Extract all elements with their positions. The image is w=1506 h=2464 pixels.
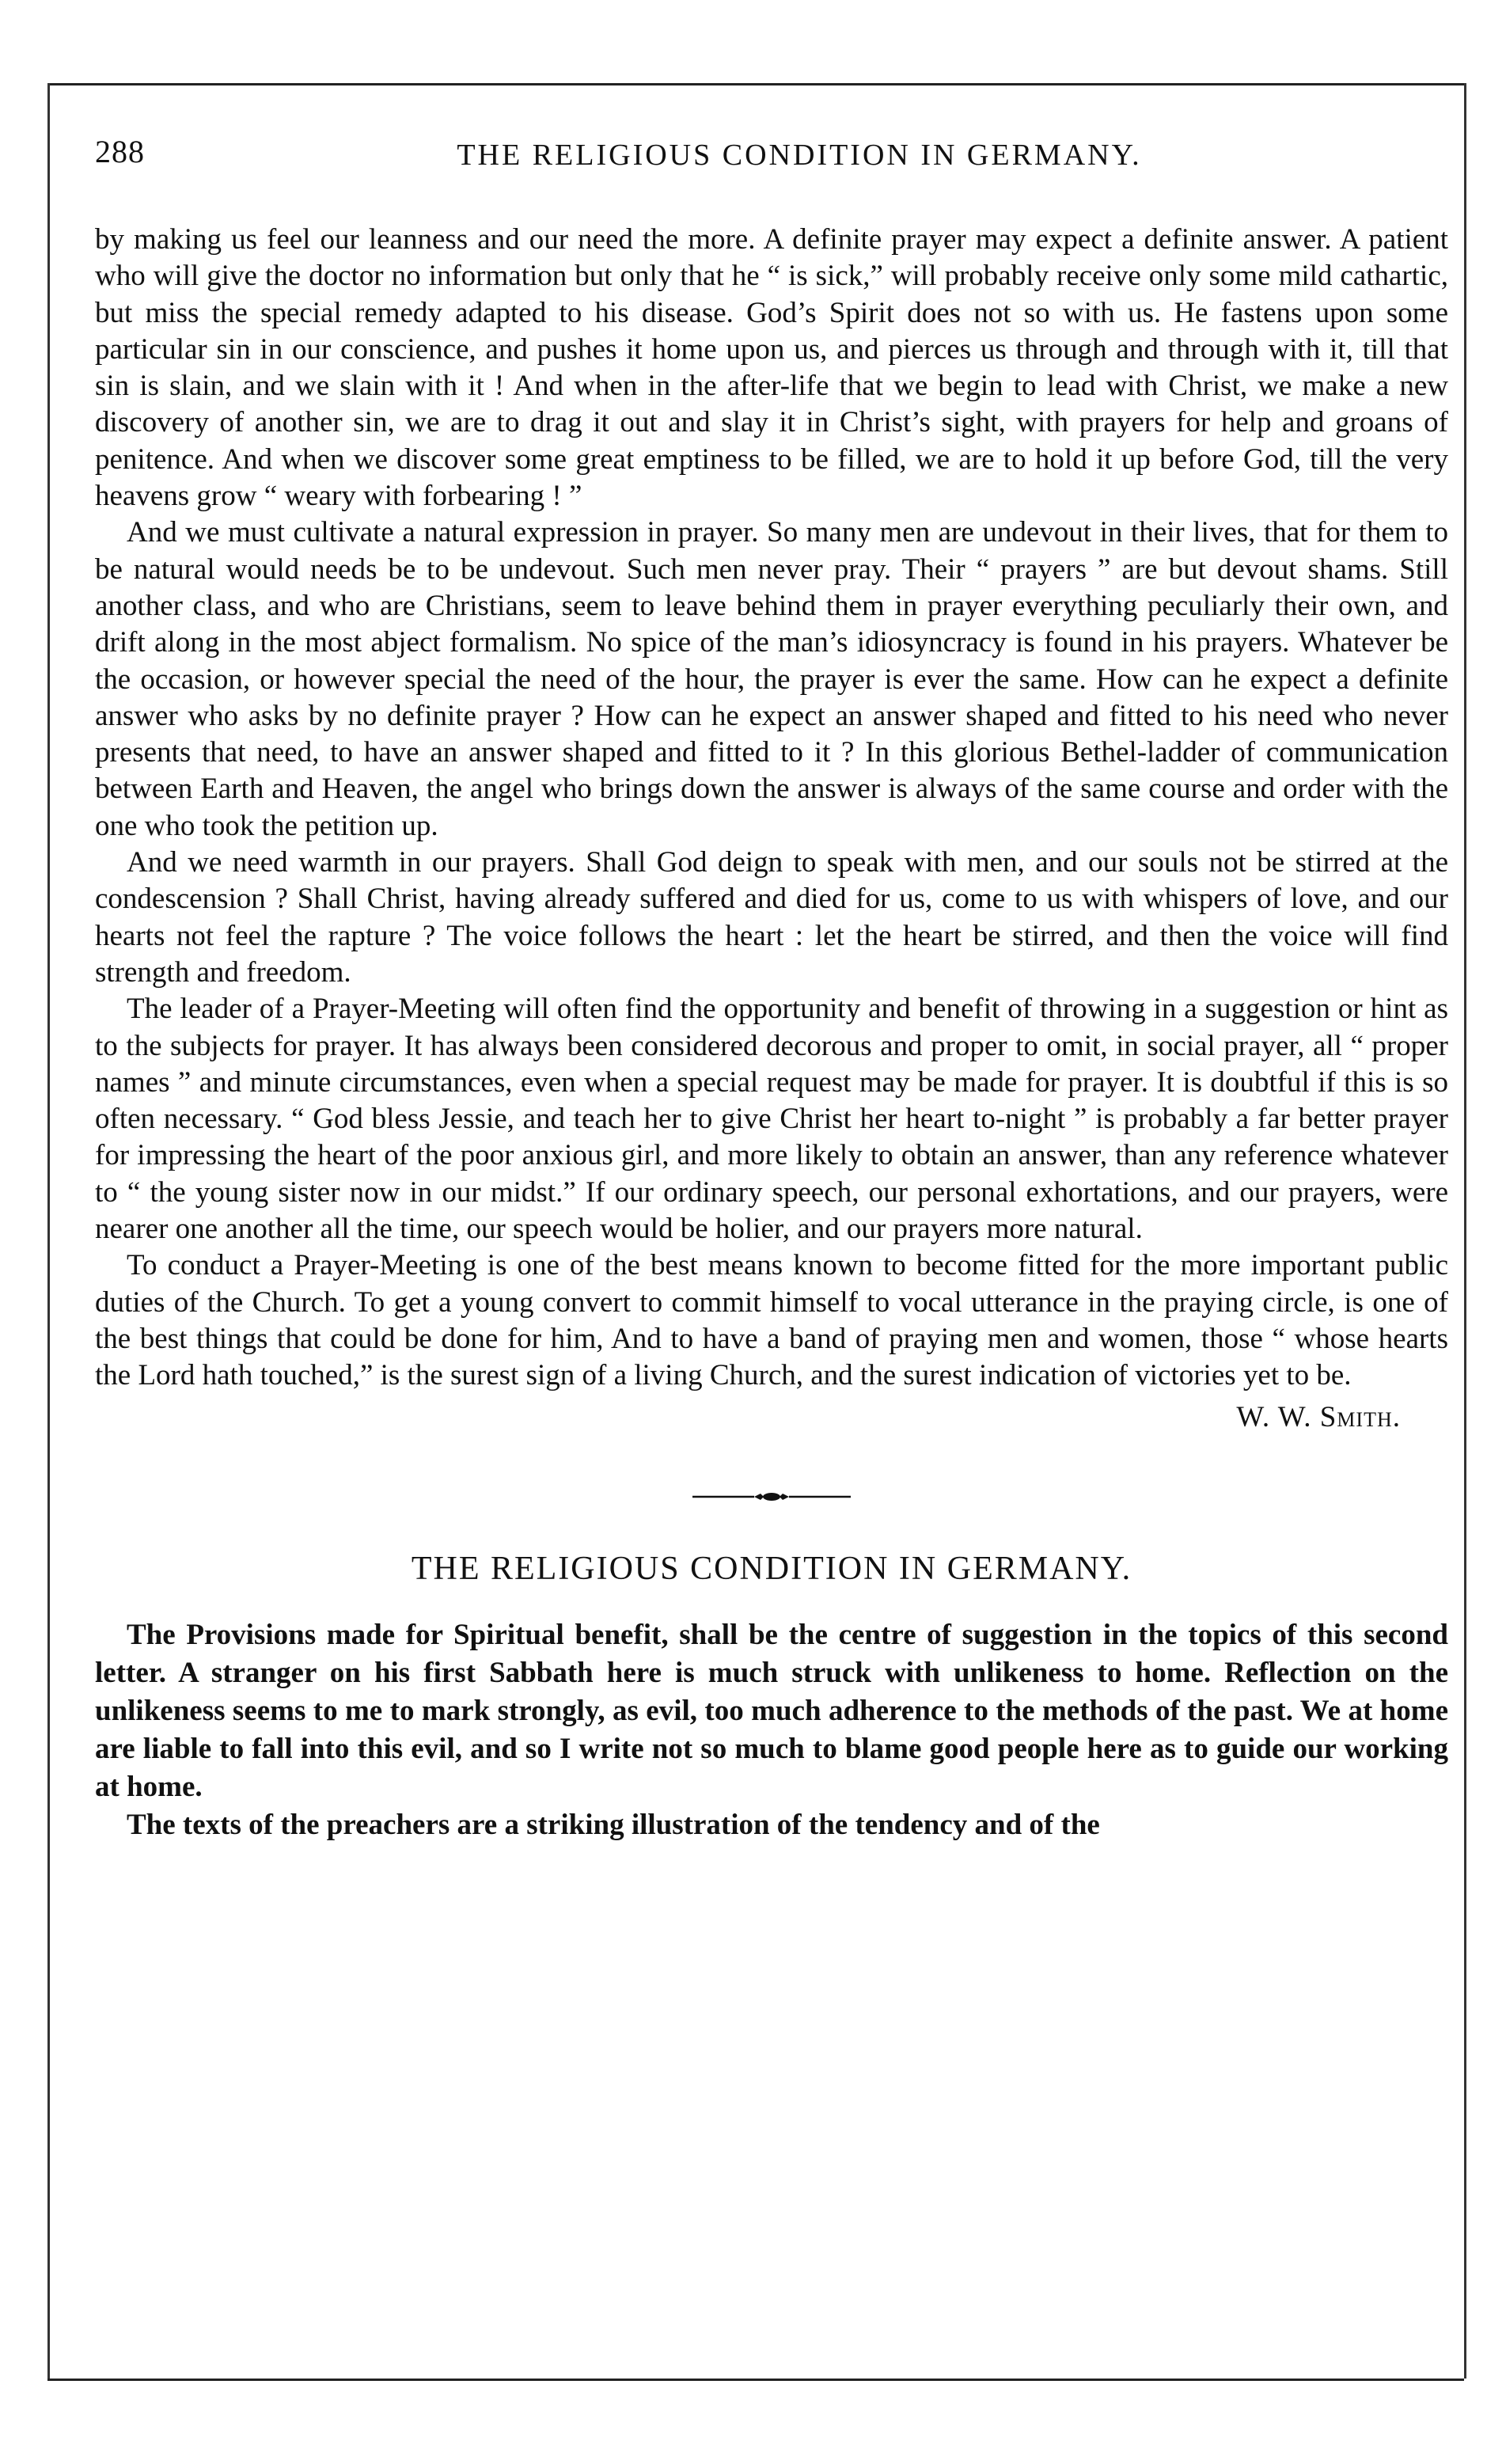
section-divider-ornament: [95, 1491, 1448, 1502]
page-frame-left-rule: [47, 83, 50, 2379]
author-signature: W. W. Smith.: [1236, 1400, 1401, 1433]
section-title: THE RELIGIOUS CONDITION IN GERMANY.: [411, 1550, 1132, 1587]
article-paragraph: The Provisions made for Spiritual benefit, shall be the centre of suggestion in the topics of this second letter. A stranger on his first Sabbath here is much struck with unlikeness to home. Reflection on the unlikeness seems to me to mark strongly, as evil, too much adherence to the methods of the past. We at home are liable to fall into this evil, and so I write not so much to blame good people here as to guide our working at home.: [95, 1618, 1448, 1803]
running-title: THE RELIGIOUS CONDITION IN GERMANY.: [457, 139, 1142, 172]
article-body: [95, 1616, 1448, 1844]
page-frame-right-rule: [1464, 83, 1466, 2379]
page-frame-bottom-rule: [47, 2379, 1464, 2381]
article-religious-condition: [95, 1550, 1448, 1844]
article-paragraph: And we must cultivate a natural expression in prayer. So many men are undevout in their lives, that for them to be natural would needs be to be undevout. Such men never pray. Their “ prayers ” are but devout shams. Still another class, and who are Christians, seem to leave behind them in prayer everything peculiarly their own, and drift along in the most abject formalism. No spice of the man’s idiosyncracy is found in his prayers. Whatever be the occasion, or however special the need of the hour, the prayer is ever the same. How can he expect a definite answer who asks by no definite prayer ? How can he expect an answer shaped and fitted to his need who never presents that need, to have an answer shaped and fitted to it ? In this glorious Bethel-ladder of communication between Earth and Heaven, the angel who brings down the answer is always of the same course and order with the one who took the petition up.: [95, 516, 1448, 842]
article-paragraph: The texts of the preachers are a striking illustration of the tendency and of the: [127, 1808, 1100, 1841]
page-header: [95, 133, 1456, 180]
page-frame-top-rule: [47, 83, 1464, 85]
article-paragraph: The leader of a Prayer-Meeting will often find the opportunity and benefit of throwing in a suggestion or hint as to the subjects for prayer. It has always been considered decorous and proper to omit, in social prayer, all “ proper names ” and minute circumstances, even when a special request may be made for prayer. It is doubtful if this is so often necessary. “ God bless Jessie, and teach her to give Christ her heart to-night ” is probably a far better prayer for impressing the heart of the poor anxious girl, and more likely to obtain an answer, than any reference whatever to “ the young sister now in our midst.” If our ordinary speech, our personal exhortations, and our prayers, were nearer one another all the time, our speech would be holier, and our prayers more natural.: [95, 993, 1448, 1246]
ornament-rule-icon: [692, 1491, 851, 1502]
article-paragraph: by making us feel our leanness and our need the more. A definite prayer may expect a definite answer. A patient who will give the doctor no information but only that he “ is sick,” will probably receive only some mild cathartic, but miss the special remedy adapted to his disease. God’s Spirit does not so with us. He fastens upon some particular sin in our conscience, and pushes it home upon us, and pierces us through and through with it, till that sin is slain, and we slain with it ! And when in the after-life that we begin to lead with Christ, we make a new discovery of another sin, we are to drag it out and slay it in Christ’s sight, with prayers for help and groans of penitence. And when we discover some great emptiness to be filled, we are to hold it up before God, till the very heavens grow “ weary with forbearing ! ”: [95, 223, 1448, 513]
article-prayer-meeting: [95, 222, 1448, 1436]
article-paragraph: And we need warmth in our prayers. Shall God deign to speak with men, and our souls not be stirred at the condescension ? Shall Christ, having already suffered and died for us, come to us with whispers of love, and our hearts not feel the rapture ? The voice follows the heart : let the heart be stirred, and then the voice will find strength and freedom.: [95, 846, 1448, 989]
page-number: 288: [95, 134, 145, 169]
page-body: [95, 222, 1448, 1844]
article-paragraph: To conduct a Prayer-Meeting is one of the best means known to become fitted for the more important public duties of the Church. To get a young convert to commit himself to vocal utterance in the praying circle, is one of the best things that could be done for him, And to have a band of praying men and women, those “ whose hearts the Lord hath touched,” is the surest sign of a living Church, and the surest indication of victories yet to be.: [95, 1249, 1448, 1392]
